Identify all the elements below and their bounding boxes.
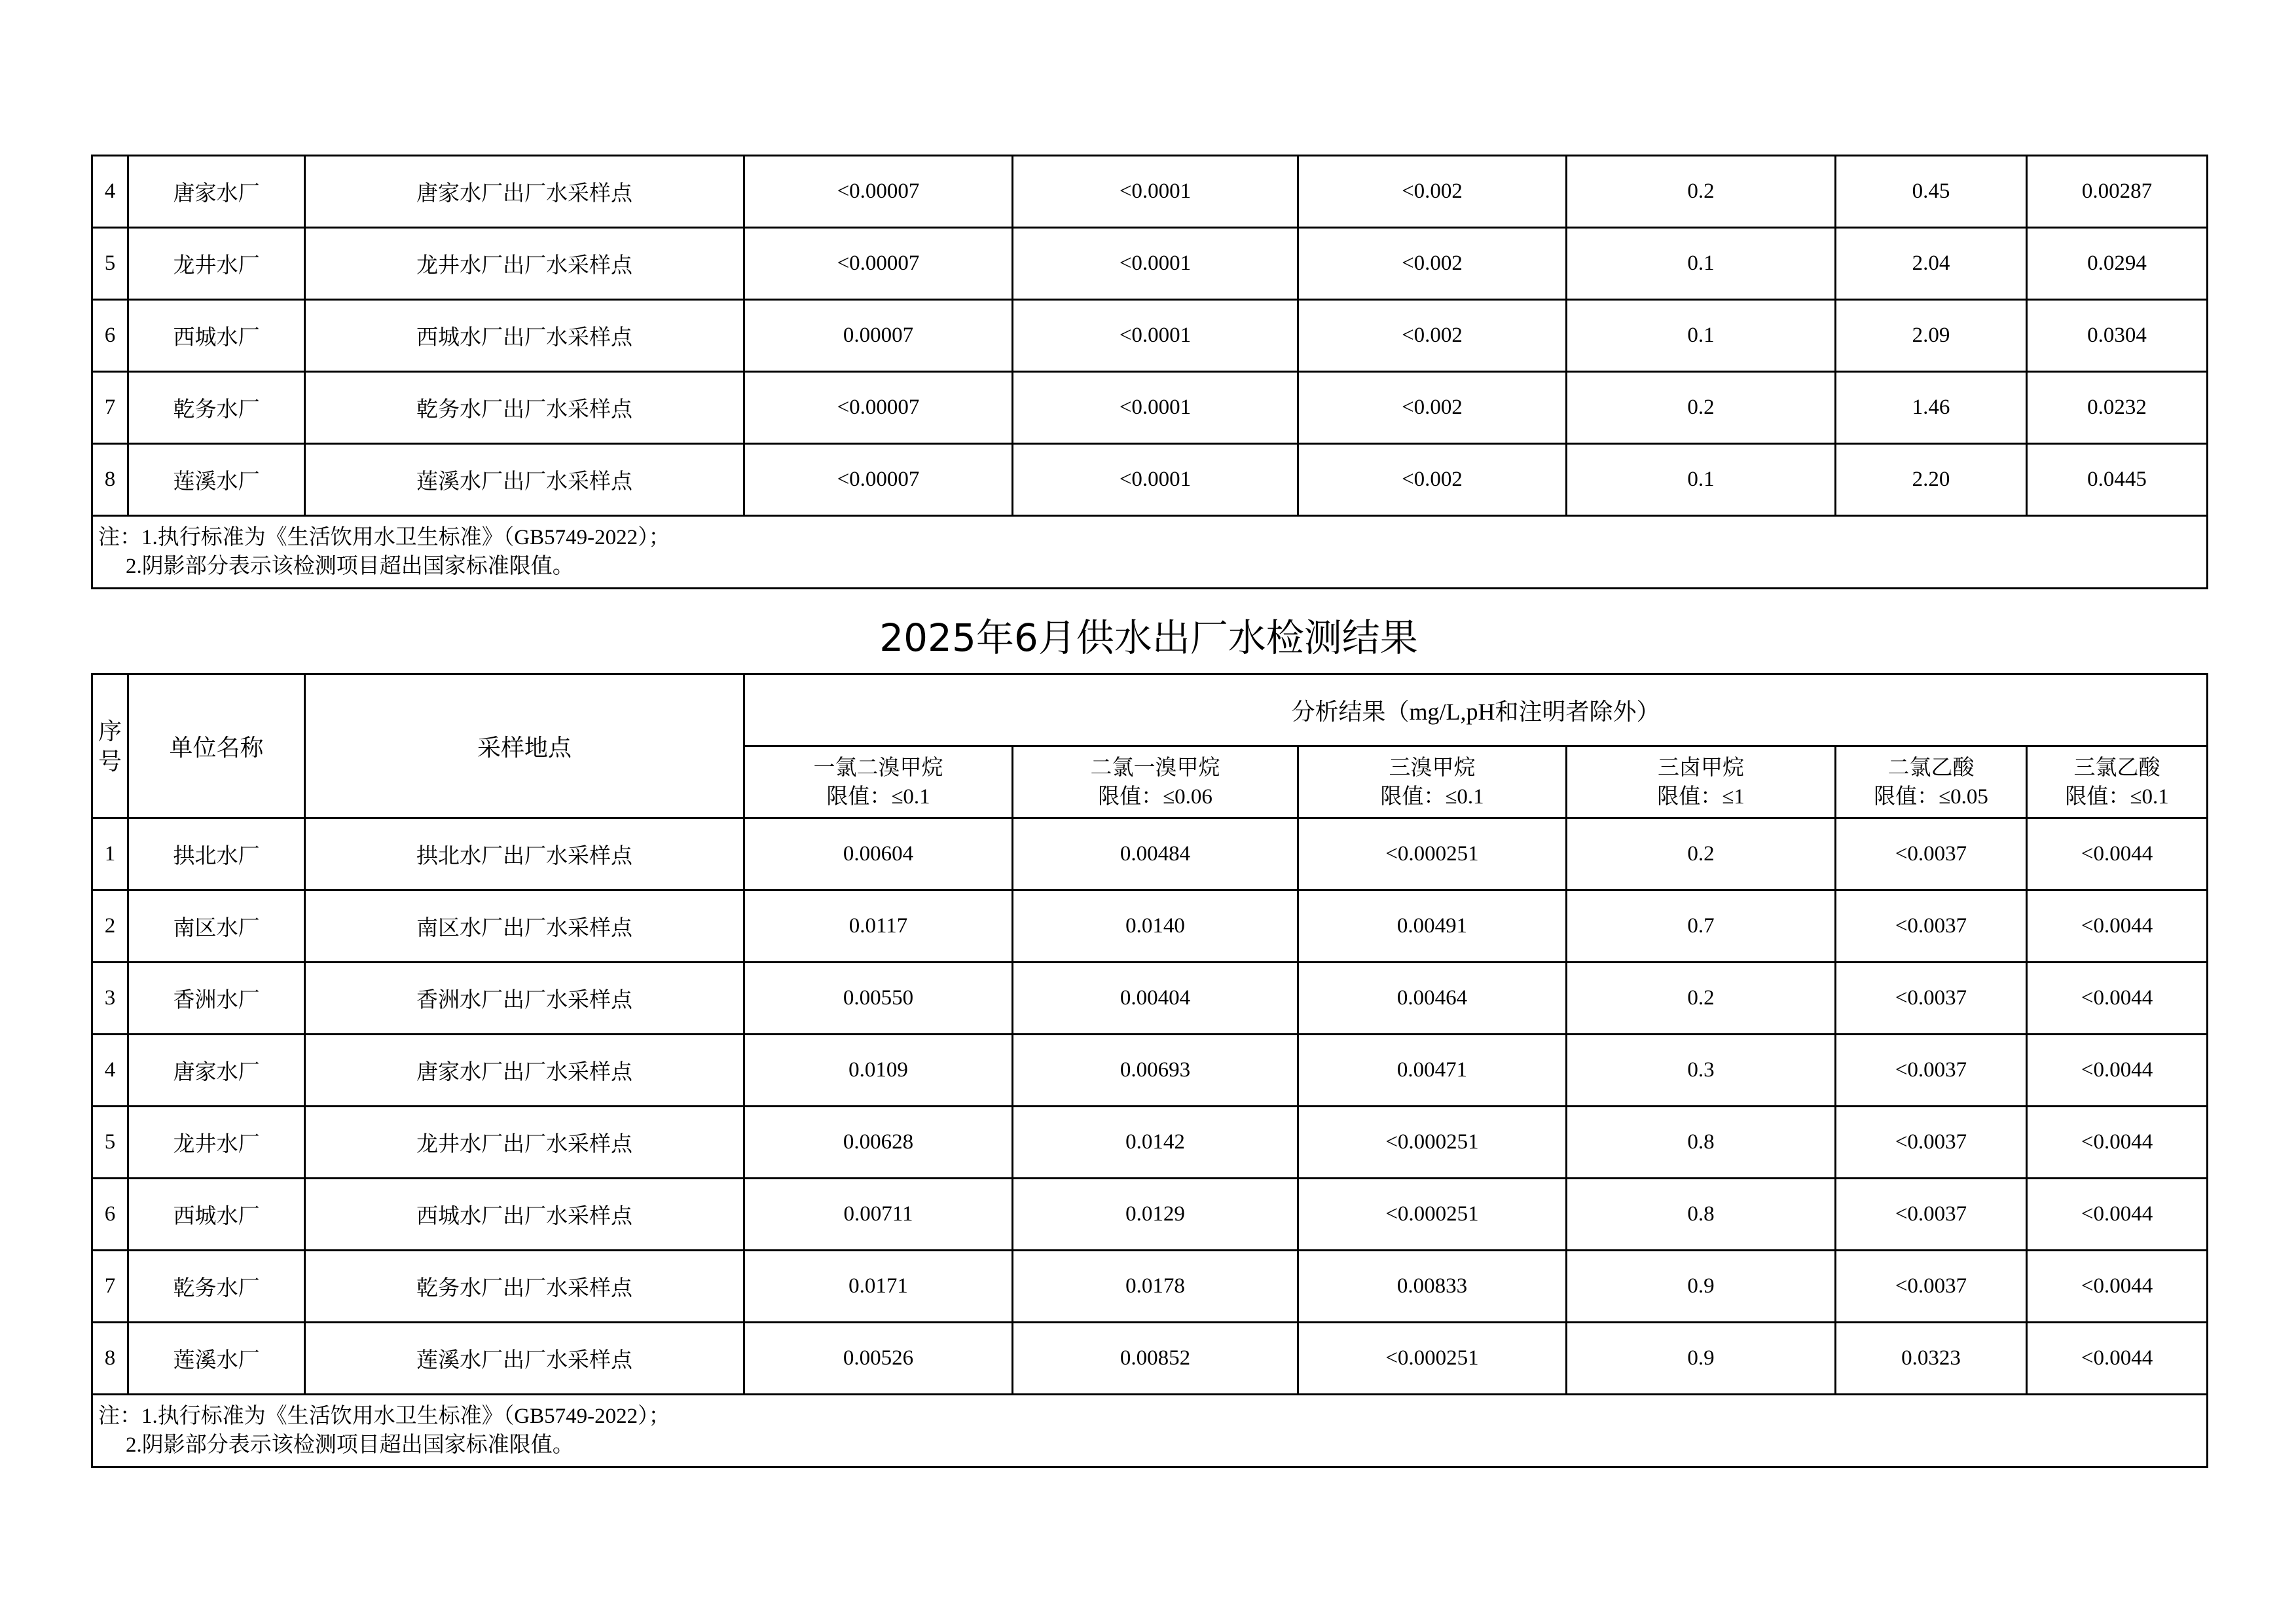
value-cell: 0.00287: [2027, 156, 2208, 228]
sampling-site-cell: 西城水厂出厂水采样点: [305, 300, 744, 372]
value-cell: 0.0142: [1013, 1107, 1298, 1179]
value-cell: 0.00491: [1298, 891, 1567, 963]
header-parameter: [1567, 746, 1836, 818]
value-cell: 0.0232: [2027, 372, 2208, 444]
value-cell: <0.0037: [1836, 891, 2027, 963]
value-cell: 0.2: [1567, 963, 1836, 1035]
parameter-name: 三氯乙酸: [2073, 756, 2160, 780]
seq-cell: 4: [92, 156, 128, 228]
unit-name-cell: 唐家水厂: [128, 1035, 305, 1107]
sampling-site-cell: 唐家水厂出厂水采样点: [305, 156, 744, 228]
value-cell: 0.00693: [1013, 1035, 1298, 1107]
value-cell: 0.00404: [1013, 963, 1298, 1035]
value-cell: 0.2: [1567, 818, 1836, 891]
header-unit: 单位名称: [128, 674, 305, 818]
value-cell: 0.00604: [744, 818, 1013, 891]
unit-name-cell: 南区水厂: [128, 891, 305, 963]
value-cell: 2.04: [1836, 228, 2027, 300]
value-cell: <0.00007: [744, 372, 1013, 444]
value-cell: <0.002: [1298, 372, 1567, 444]
previous-results-table-continued: [91, 155, 2208, 589]
sampling-site-cell: 唐家水厂出厂水采样点: [305, 1035, 744, 1107]
value-cell: <0.0037: [1836, 818, 2027, 891]
header-row-top: [92, 674, 2208, 746]
value-cell: 0.2: [1567, 156, 1836, 228]
value-cell: 1.46: [1836, 372, 2027, 444]
note-line-2: 2.阴影部分表示该检测项目超出国家标准限值。: [126, 555, 574, 578]
seq-cell: 5: [92, 228, 128, 300]
value-cell: 0.0117: [744, 891, 1013, 963]
table-row: [92, 228, 2208, 300]
table-row: [92, 1179, 2208, 1251]
value-cell: 0.0445: [2027, 444, 2208, 516]
unit-name-cell: 唐家水厂: [128, 156, 305, 228]
seq-cell: 8: [92, 1323, 128, 1395]
parameter-name: 一氯二溴甲烷: [813, 756, 943, 780]
table-row: [92, 1035, 2208, 1107]
value-cell: <0.0037: [1836, 1179, 2027, 1251]
header-parameter: [744, 746, 1013, 818]
parameter-limit: 限值：≤0.05: [1874, 784, 1988, 809]
value-cell: <0.00007: [744, 228, 1013, 300]
value-cell: <0.0037: [1836, 1107, 2027, 1179]
header-site: 采样地点: [305, 674, 744, 818]
table-row: [92, 372, 2208, 444]
value-cell: <0.002: [1298, 300, 1567, 372]
value-cell: <0.0044: [2027, 1323, 2208, 1395]
header-seq: [92, 674, 128, 818]
value-cell: <0.0044: [2027, 1179, 2208, 1251]
value-cell: <0.000251: [1298, 1107, 1567, 1179]
value-cell: <0.0044: [2027, 963, 2208, 1035]
note-line-1: 注：1.执行标准为《生活饮用水卫生标准》（GB5749-2022）；: [98, 1405, 670, 1428]
value-cell: 0.0171: [744, 1251, 1013, 1323]
note-line-2: 2.阴影部分表示该检测项目超出国家标准限值。: [126, 1433, 574, 1457]
notes-cell: [92, 516, 2208, 589]
value-cell: 0.45: [1836, 156, 2027, 228]
unit-name-cell: 香洲水厂: [128, 963, 305, 1035]
value-cell: 0.00550: [744, 963, 1013, 1035]
table-row: [92, 1107, 2208, 1179]
value-cell: <0.0001: [1013, 300, 1298, 372]
unit-name-cell: 莲溪水厂: [128, 444, 305, 516]
table-row: [92, 963, 2208, 1035]
parameter-limit: 限值：≤0.1: [1380, 784, 1484, 809]
value-cell: 0.0294: [2027, 228, 2208, 300]
value-cell: <0.0044: [2027, 891, 2208, 963]
value-cell: <0.0037: [1836, 1251, 2027, 1323]
value-cell: <0.0001: [1013, 156, 1298, 228]
value-cell: <0.00007: [744, 156, 1013, 228]
seq-cell: 7: [92, 372, 128, 444]
sampling-site-cell: 拱北水厂出厂水采样点: [305, 818, 744, 891]
value-cell: <0.002: [1298, 228, 1567, 300]
value-cell: 0.00852: [1013, 1323, 1298, 1395]
parameter-limit: 限值：≤1: [1657, 784, 1745, 809]
value-cell: <0.000251: [1298, 1323, 1567, 1395]
notes-cell: [92, 1395, 2208, 1467]
value-cell: <0.0001: [1013, 228, 1298, 300]
value-cell: 0.0178: [1013, 1251, 1298, 1323]
parameter-name: 二氯乙酸: [1887, 756, 1975, 780]
page-title: 2025年6月供水出厂水检测结果: [879, 615, 1418, 660]
value-cell: 0.00471: [1298, 1035, 1567, 1107]
value-cell: 2.20: [1836, 444, 2027, 516]
sampling-site-cell: 龙井水厂出厂水采样点: [305, 1107, 744, 1179]
value-cell: 0.00628: [744, 1107, 1013, 1179]
seq-cell: 2: [92, 891, 128, 963]
value-cell: 0.00484: [1013, 818, 1298, 891]
value-cell: 0.00833: [1298, 1251, 1567, 1323]
seq-cell: 4: [92, 1035, 128, 1107]
value-cell: 0.9: [1567, 1251, 1836, 1323]
value-cell: 0.2: [1567, 372, 1836, 444]
header-parameter: [2027, 746, 2208, 818]
table-row: [92, 891, 2208, 963]
parameter-name: 三溴甲烷: [1389, 756, 1476, 780]
value-cell: <0.002: [1298, 156, 1567, 228]
results-table: [91, 673, 2208, 1468]
parameter-limit: 限值：≤0.06: [1098, 784, 1212, 809]
sampling-site-cell: 莲溪水厂出厂水采样点: [305, 1323, 744, 1395]
table-row: [92, 300, 2208, 372]
value-cell: 2.09: [1836, 300, 2027, 372]
value-cell: <0.000251: [1298, 1179, 1567, 1251]
unit-name-cell: 拱北水厂: [128, 818, 305, 891]
value-cell: 0.8: [1567, 1107, 1836, 1179]
parameter-limit: 限值：≤0.1: [2065, 784, 2169, 809]
seq-cell: 6: [92, 300, 128, 372]
value-cell: <0.0044: [2027, 1251, 2208, 1323]
table-row: [92, 156, 2208, 228]
sampling-site-cell: 乾务水厂出厂水采样点: [305, 1251, 744, 1323]
header-parameter: [1013, 746, 1298, 818]
unit-name-cell: 乾务水厂: [128, 372, 305, 444]
notes-row: [92, 516, 2208, 589]
value-cell: 0.9: [1567, 1323, 1836, 1395]
parameter-name: 三卤甲烷: [1658, 756, 1744, 780]
table-row: [92, 1323, 2208, 1395]
value-cell: <0.0044: [2027, 1035, 2208, 1107]
sampling-site-cell: 南区水厂出厂水采样点: [305, 891, 744, 963]
value-cell: 0.3: [1567, 1035, 1836, 1107]
value-cell: <0.0037: [1836, 1035, 2027, 1107]
value-cell: 0.00526: [744, 1323, 1013, 1395]
table-row: [92, 818, 2208, 891]
header-analysis: 分析结果（mg/L,pH和注明者除外）: [744, 674, 2208, 746]
header-parameter: [1298, 746, 1567, 818]
value-cell: <0.002: [1298, 444, 1567, 516]
sampling-site-cell: 莲溪水厂出厂水采样点: [305, 444, 744, 516]
seq-cell: 3: [92, 963, 128, 1035]
sampling-site-cell: 乾务水厂出厂水采样点: [305, 372, 744, 444]
table-row: [92, 1251, 2208, 1323]
value-cell: <0.0044: [2027, 1107, 2208, 1179]
value-cell: <0.0001: [1013, 372, 1298, 444]
value-cell: <0.0037: [1836, 963, 2027, 1035]
unit-name-cell: 莲溪水厂: [128, 1323, 305, 1395]
value-cell: 0.0109: [744, 1035, 1013, 1107]
value-cell: 0.1: [1567, 300, 1836, 372]
seq-cell: 7: [92, 1251, 128, 1323]
value-cell: <0.00007: [744, 444, 1013, 516]
seq-cell: 1: [92, 818, 128, 891]
unit-name-cell: 乾务水厂: [128, 1251, 305, 1323]
table-row: [92, 444, 2208, 516]
value-cell: <0.0044: [2027, 818, 2208, 891]
sampling-site-cell: 香洲水厂出厂水采样点: [305, 963, 744, 1035]
seq-cell: 8: [92, 444, 128, 516]
value-cell: <0.000251: [1298, 818, 1567, 891]
value-cell: 0.00464: [1298, 963, 1567, 1035]
value-cell: 0.0140: [1013, 891, 1298, 963]
value-cell: 0.1: [1567, 444, 1836, 516]
header-parameter: [1836, 746, 2027, 818]
value-cell: 0.00711: [744, 1179, 1013, 1251]
note-line-1: 注：1.执行标准为《生活饮用水卫生标准》（GB5749-2022）；: [98, 526, 670, 549]
sampling-site-cell: 龙井水厂出厂水采样点: [305, 228, 744, 300]
value-cell: 0.00007: [744, 300, 1013, 372]
value-cell: 0.1: [1567, 228, 1836, 300]
unit-name-cell: 西城水厂: [128, 1179, 305, 1251]
value-cell: <0.0001: [1013, 444, 1298, 516]
seq-cell: 5: [92, 1107, 128, 1179]
value-cell: 0.0304: [2027, 300, 2208, 372]
parameter-limit: 限值：≤0.1: [826, 784, 930, 809]
value-cell: 0.8: [1567, 1179, 1836, 1251]
notes-row: [92, 1395, 2208, 1467]
seq-cell: 6: [92, 1179, 128, 1251]
value-cell: 0.0129: [1013, 1179, 1298, 1251]
value-cell: 0.0323: [1836, 1323, 2027, 1395]
unit-name-cell: 西城水厂: [128, 300, 305, 372]
sampling-site-cell: 西城水厂出厂水采样点: [305, 1179, 744, 1251]
unit-name-cell: 龙井水厂: [128, 1107, 305, 1179]
parameter-name: 二氯一溴甲烷: [1090, 756, 1220, 780]
unit-name-cell: 龙井水厂: [128, 228, 305, 300]
header-seq-label: 序号: [98, 718, 122, 775]
value-cell: 0.7: [1567, 891, 1836, 963]
